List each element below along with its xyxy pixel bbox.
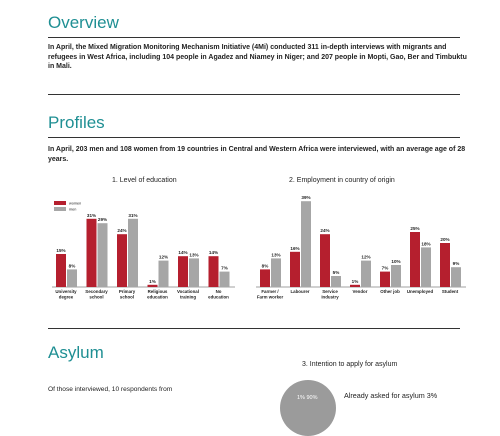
category-label: Farm worker bbox=[256, 294, 284, 300]
bar-value-label: 16% bbox=[290, 245, 300, 251]
bar-men bbox=[421, 247, 431, 287]
asylum-pie-inner-label: 1% 90% bbox=[297, 395, 318, 401]
asylum-heading: Asylum bbox=[48, 343, 104, 362]
bar-men bbox=[451, 267, 461, 287]
bar-men bbox=[159, 261, 169, 287]
category-label: Primary bbox=[118, 289, 136, 294]
bar-women bbox=[290, 252, 300, 287]
profiles-heading: Profiles bbox=[48, 113, 105, 132]
category-label: Vocational bbox=[177, 289, 199, 294]
bar-women bbox=[117, 234, 127, 287]
employment-chart bbox=[254, 195, 474, 310]
bar-value-label: 25% bbox=[410, 226, 420, 231]
profiles-text: In April, 203 men and 108 women from 19 countries in Central and Western Africa were interviewed, with an average age of 28 years. bbox=[48, 146, 466, 163]
employment-chart-title: 2. Employment in country of origin bbox=[289, 177, 395, 184]
bar-value-label: 9% bbox=[452, 261, 460, 267]
legend-label: women bbox=[69, 201, 82, 206]
profiles-divider bbox=[48, 137, 460, 138]
overview-text: In April, the Mixed Migration Monitoring Mechanism Initiative (4Mi) conducted 311 in-depth interviews with migrants and refugees in West Africa, including 104 people in Agadez and Niamey in Niger; and 207 people in Mopti, Gao, Ber and Timbuktu in Mali. bbox=[48, 44, 467, 71]
category-label: education bbox=[147, 294, 168, 300]
category-label: school bbox=[89, 294, 104, 300]
bar-value-label: 7% bbox=[381, 265, 389, 271]
bar-women bbox=[350, 285, 360, 287]
bar-women bbox=[440, 243, 450, 287]
bar-women bbox=[320, 234, 330, 287]
bar-men bbox=[67, 269, 77, 287]
bar-men bbox=[331, 276, 341, 287]
bar-value-label: 20% bbox=[440, 237, 450, 242]
overview-heading: Overview bbox=[48, 13, 119, 32]
category-label: Secondary bbox=[85, 289, 108, 294]
bar-women bbox=[209, 256, 219, 287]
asylum-pie-slice bbox=[280, 380, 336, 436]
bar-men bbox=[220, 272, 230, 287]
category-label: degree bbox=[58, 294, 74, 300]
asylum-pie-label: Already asked for asylum 3% bbox=[344, 391, 438, 400]
category-label: Other job bbox=[380, 289, 400, 294]
bar-men bbox=[301, 201, 311, 287]
category-label: University bbox=[55, 289, 77, 294]
asylum-chart-title: 3. Intention to apply for asylum bbox=[302, 361, 398, 368]
bar-value-label: 1% bbox=[351, 278, 359, 284]
bar-women bbox=[148, 285, 158, 287]
category-label: Vendor bbox=[352, 289, 368, 294]
bar-value-label: 10% bbox=[391, 259, 401, 264]
bar-value-label: 12% bbox=[158, 254, 169, 260]
bar-men bbox=[189, 258, 199, 287]
bar-women bbox=[380, 272, 390, 287]
bar-women bbox=[178, 256, 188, 287]
legend-swatch-men bbox=[54, 207, 66, 211]
asylum-divider-top bbox=[48, 328, 460, 329]
category-label: industry bbox=[321, 294, 339, 300]
bar-women bbox=[260, 269, 270, 287]
legend-swatch-women bbox=[54, 201, 66, 205]
bar-value-label: 31% bbox=[128, 212, 138, 218]
category-label: Service bbox=[322, 289, 338, 294]
bar-value-label: 8% bbox=[68, 263, 76, 269]
category-label: Religious bbox=[147, 289, 168, 294]
category-label: school bbox=[119, 294, 135, 300]
section-divider bbox=[48, 94, 460, 95]
bar-men bbox=[271, 258, 281, 287]
bar-value-label: 12% bbox=[361, 254, 371, 260]
education-chart bbox=[48, 195, 248, 310]
bar-women bbox=[56, 254, 66, 287]
legend-label: men bbox=[69, 207, 77, 212]
category-label: Student bbox=[441, 289, 459, 294]
overview-divider bbox=[48, 37, 460, 38]
bar-men bbox=[98, 223, 108, 287]
education-chart-title: 1. Level of education bbox=[112, 177, 177, 184]
bar-men bbox=[128, 219, 138, 287]
bar-value-label: 24% bbox=[320, 228, 330, 234]
bar-value-label: 18% bbox=[421, 241, 431, 247]
bar-value-label: 31% bbox=[86, 212, 97, 218]
category-label: education bbox=[208, 294, 229, 300]
category-label: No bbox=[215, 289, 222, 294]
bar-value-label: 13% bbox=[271, 252, 281, 258]
bar-value-label: 29% bbox=[97, 217, 108, 223]
bar-value-label: 39% bbox=[301, 195, 311, 201]
bar-value-label: 24% bbox=[117, 228, 127, 234]
category-label: Labourer bbox=[290, 289, 310, 294]
bar-value-label: 7% bbox=[221, 265, 228, 271]
asylum-text: Of those interviewed, 10 respondents from bbox=[48, 386, 173, 393]
bar-value-label: 8% bbox=[261, 263, 269, 269]
bar-value-label: 1% bbox=[149, 278, 156, 284]
category-label: training bbox=[179, 294, 197, 300]
bar-value-label: 5% bbox=[332, 270, 340, 275]
category-label: Unemployed bbox=[406, 289, 434, 294]
bar-value-label: 15% bbox=[56, 248, 66, 253]
bar-men bbox=[391, 265, 401, 287]
bar-value-label: 14% bbox=[208, 250, 219, 256]
bar-women bbox=[87, 219, 97, 287]
bar-women bbox=[410, 232, 420, 287]
category-label: Farmer / bbox=[261, 289, 279, 294]
bar-value-label: 14% bbox=[178, 250, 188, 256]
bar-value-label: 13% bbox=[189, 252, 199, 258]
bar-men bbox=[361, 261, 371, 287]
